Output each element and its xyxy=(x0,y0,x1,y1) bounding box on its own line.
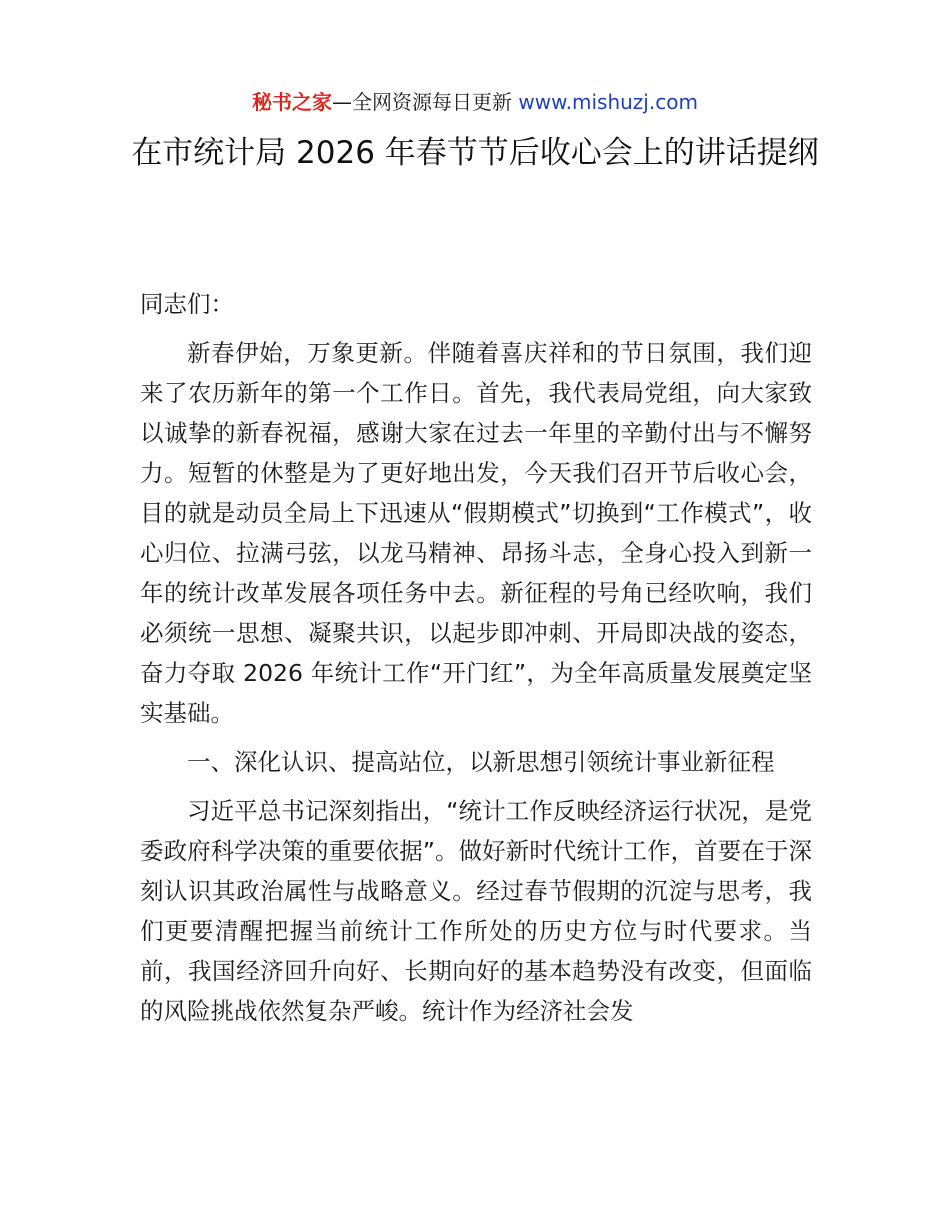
paragraph-intro: 新春伊始，万象更新。伴随着喜庆祥和的节日氛围，我们迎来了农历新年的第一个工作日。首先，我代表局党组，向大家致以诚挚的新春祝福，感谢大家在过去一年里的辛勤付出与不懈努力。短暂的休整是为了更好地出发，今天我们召开节后收心会，目的就是动员全局上下迅速从“假期模式”切换到“工作模式”，收心归位、拉满弓弦，以龙马精神、昂扬斗志，全身心投入到新一年的统计改革发展各项任务中去。新征程的号角已经吹响，我们必须统一思想、凝聚共识，以起步即冲刺、开局即决战的姿态，奋力夺取 2026 年统计工作“开门红”，为全年高质量发展奠定坚实基础。 xyxy=(140,339,812,727)
site-brand: 秘书之家 xyxy=(252,90,333,114)
site-header xyxy=(0,88,950,116)
document-title: 在市统计局 2026 年春节节后收心会上的讲话提纲 xyxy=(131,135,819,171)
document-body xyxy=(140,284,812,1040)
salutation: 同志们： xyxy=(140,290,234,318)
section-heading-1: 一、深化认识、提高站位，以新思想引领统计事业新征程 xyxy=(187,748,775,776)
site-url-link[interactable]: www.mishuzj.com xyxy=(518,90,698,114)
site-slogan: —全网资源每日更新 xyxy=(332,90,513,114)
paragraph-section-1: 习近平总书记深刻指出，“统计工作反映经济运行状况，是党委政府科学决策的重要依据”。做好新时代统计工作，首要在于深刻认识其政治属性与战略意义。经过春节假期的沉淀与思考，我们更要清醒把握当前统计工作所处的历史方位与时代要求。当前，我国经济回升向好、长期向好的基本趋势没有改变，但面临的风险挑战依然复杂严峻。统计作为经济社会发 xyxy=(140,797,812,1025)
